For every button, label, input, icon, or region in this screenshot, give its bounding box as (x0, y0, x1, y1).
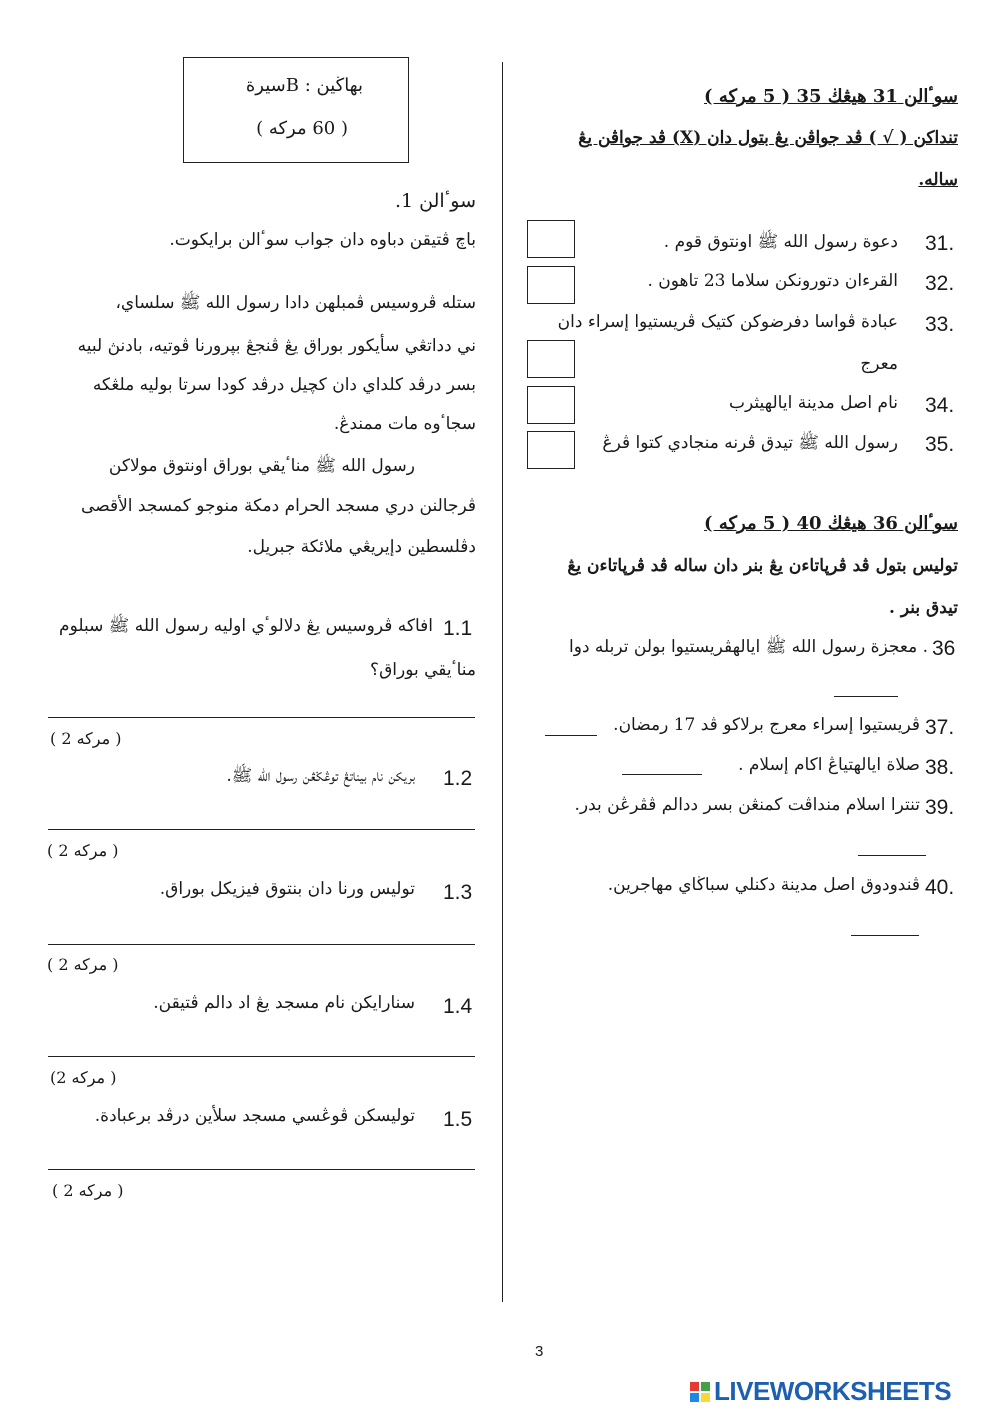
tf-number: 34. (925, 394, 955, 417)
question-text-continued: مناٴيقي بوراق؟ (370, 660, 476, 680)
checkbox-34[interactable] (527, 386, 575, 424)
tf-text: رسول الله ﷺ تيدق ڤرنه منجادي کتوا ڤرڠ (602, 433, 898, 453)
fill-number: 38. (925, 756, 955, 779)
section-header-title: بهاڬين : Bسيرة (245, 75, 363, 96)
tf-number: 33. (925, 313, 955, 336)
liveworksheets-logo (690, 1376, 951, 1407)
tf-text: دعوة رسول الله ﷺ اونتوق قوم . (663, 232, 898, 252)
fill-number: 39. (925, 796, 955, 819)
tf-number: 35. (925, 433, 955, 456)
answer-line[interactable] (48, 829, 475, 830)
answer-line[interactable] (48, 1056, 475, 1057)
logo-squares-icon (690, 1382, 710, 1402)
checkbox-33[interactable] (527, 340, 575, 378)
question-text: افاکه ڤروسيس يڠ دلالوٴي اوليه رسول الله ﷺ سبلوم (59, 616, 433, 636)
question-number: 1.3 (443, 881, 473, 904)
tf-text: القرءان دتورونکن سلاما 23 تاهون . (647, 271, 898, 291)
marks-label: ( 2 مركه ) (47, 955, 119, 974)
answer-line[interactable] (48, 717, 475, 718)
marks-label: ( 2 مركه ) (52, 1181, 124, 1200)
question-number: 1.1 (443, 617, 473, 640)
tf-text: نام اصل مدينة ايالهيثرب (729, 393, 898, 413)
passage-line: ستله ڤروسيس ڤمبلهن دادا رسول الله ﷺ سلساي، (115, 293, 476, 313)
section-36-40-title: سوٴالن 36 هيڠڬ 40 ( 5 مركه ) (704, 513, 958, 534)
logo-text: LIVEWORKSHEETS (714, 1376, 952, 1406)
section-36-40-instruction: توليس بتول ڤد ڤرپاتاءن يڠ بنر دان ساله ڤد ڤرپاتاءن يڠ (567, 556, 958, 576)
checkbox-32[interactable] (527, 266, 575, 304)
section-header-box (183, 57, 409, 163)
fill-answer-line-40[interactable] (851, 935, 919, 936)
passage-line: بسر درڤد کلداي دان کچيل درڤد کودا سرتا بوليه ملڠکه (92, 375, 476, 395)
passage-line: دڤلسطين دإيريڠي ملائکة جبريل. (247, 537, 476, 557)
tf-text-continued: معرج (860, 354, 898, 374)
answer-line[interactable] (48, 944, 475, 945)
fill-answer-line-37[interactable] (545, 735, 597, 736)
fill-number: 37. (925, 716, 955, 739)
fill-text: صلاة ايالهتياڠ اکام إسلام . (738, 755, 920, 775)
fill-number: 36 (932, 637, 956, 660)
section-header-marks: ( 60 مركه ) (256, 118, 348, 139)
tf-number: 32. (925, 272, 955, 295)
question-text: توليس ورنا دان بنتوق فيزيکل بوراق. (159, 879, 415, 899)
question-number: 1.5 (443, 1108, 473, 1131)
checkbox-31[interactable] (527, 220, 575, 258)
fill-text: ڤندودوق اصل مدينة دکنلي سباڬاي مهاجرين. (607, 875, 920, 895)
marks-label: (2 مركه ) (50, 1068, 117, 1087)
passage-line: سجاٴوه مات ممندڠ. (333, 414, 476, 434)
question-number: 1.2 (443, 767, 473, 790)
fill-answer-line-38[interactable] (622, 774, 702, 775)
tf-text: عبادة ڤواسا دفرضوکن کتيک ڤريستيوا إسراء دان (557, 312, 898, 332)
section-31-35-instruction: تنداکن ( √ ) ڤد جواڤن يڠ بتول دان (X) ڤد جواڤن يڠ (578, 128, 958, 148)
fill-text: . معجزة رسول الله ﷺ ايالهڤريستيوا بولن تربله دوا (569, 637, 928, 657)
section-31-35-instruction-cont: ساله. (918, 170, 958, 190)
question-1-instruction: باچ ڤتيقن دباوه دان جواب سوٴالن برايکوت. (169, 230, 476, 250)
column-divider (502, 62, 503, 1302)
fill-answer-line-36[interactable] (834, 696, 898, 697)
fill-answer-line-39[interactable] (858, 855, 926, 856)
page-number: 3 (535, 1343, 544, 1360)
marks-label: ( 2 مركه ) (50, 729, 122, 748)
marks-label: ( 2 مركه ) (47, 841, 119, 860)
question-text: بريکن نام بيناتڠ توڠڬڠن رسول الله ﷺ. (226, 766, 415, 786)
question-text: سنارايکن نام مسجد يڠ اد دالم ڤتيقن. (153, 993, 415, 1013)
answer-line[interactable] (48, 1169, 475, 1170)
fill-text: ڤريستيوا إسراء معرج برلاکو ڤد 17 رمضان. (613, 715, 920, 735)
passage-line: رسول الله ﷺ مناٴيقي بوراق اونتوق مولاکن (108, 456, 415, 476)
question-text: توليسکن ڤوڠسي مسجد سلأين درڤد برعبادة. (94, 1106, 415, 1126)
tf-number: 31. (925, 232, 955, 255)
section-36-40-instruction-cont: تيدق بنر . (889, 598, 958, 618)
passage-line: ڤرجالنن دري مسجد الحرام دمکة منوجو کمسجد الأقصى (81, 496, 476, 516)
passage-line: ني دداتڠي سأيکور بوراق يڠ ڤنجڠ بپرورنا ڤوتيه، بادنڽ لبيه (77, 336, 476, 356)
question-1-title: سوٴالن 1. (395, 190, 476, 212)
checkbox-35[interactable] (527, 431, 575, 469)
question-number: 1.4 (443, 995, 473, 1018)
section-31-35-title: سوٴالن 31 هيڠڬ 35 ( 5 مركه ) (704, 86, 958, 107)
fill-text: تنترا اسلام منداڤت کمنڠن بسر ددالم ڤڤرڠن بدر. (574, 795, 920, 815)
fill-number: 40. (925, 876, 955, 899)
